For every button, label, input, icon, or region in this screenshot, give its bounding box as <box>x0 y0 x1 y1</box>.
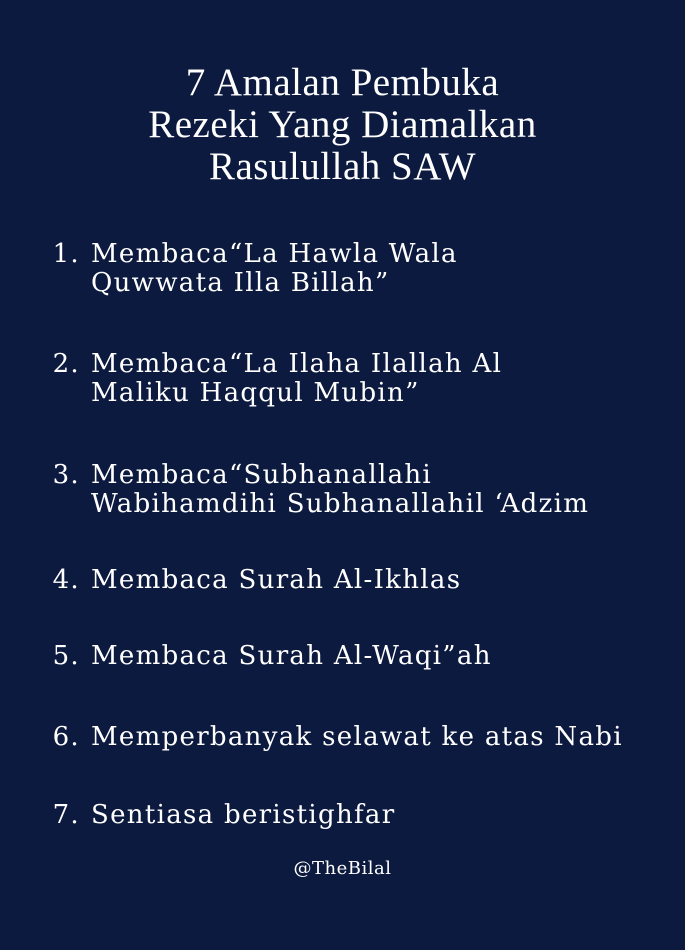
item-text: Wabihamdihi Subhanallahil ‘Adzim <box>91 489 590 519</box>
poster-title <box>0 62 685 188</box>
item-text: Sentiasa beristighfar <box>91 800 396 830</box>
item-text: Membaca“La Ilaha Ilallah Al <box>91 349 503 379</box>
item-number: 7. <box>52 800 80 830</box>
author-handle: @TheBilal <box>293 858 392 879</box>
item-text: Membaca“Subhanallahi <box>91 460 433 490</box>
item-number: 1. <box>52 239 80 269</box>
item-number: 6. <box>52 722 80 752</box>
item-text: Membaca Surah Al-Ikhlas <box>91 565 462 595</box>
item-number: 5. <box>52 641 80 671</box>
item-text: Memperbanyak selawat ke atas Nabi <box>91 722 623 752</box>
item-number: 2. <box>52 349 80 379</box>
item-text: Membaca“La Hawla Wala <box>91 239 458 269</box>
title-line: Rezeki Yang Diamalkan <box>148 103 537 146</box>
item-text: Membaca Surah Al-Waqi”ah <box>91 641 492 671</box>
item-number: 4. <box>52 565 80 595</box>
item-number: 3. <box>52 460 80 490</box>
title-line: Rasulullah SAW <box>208 145 477 188</box>
item-text: Maliku Haqqul Mubin” <box>91 378 420 408</box>
item-text: Quwwata Illa Billah” <box>91 268 390 298</box>
title-line: 7 Amalan Pembuka <box>185 61 500 104</box>
